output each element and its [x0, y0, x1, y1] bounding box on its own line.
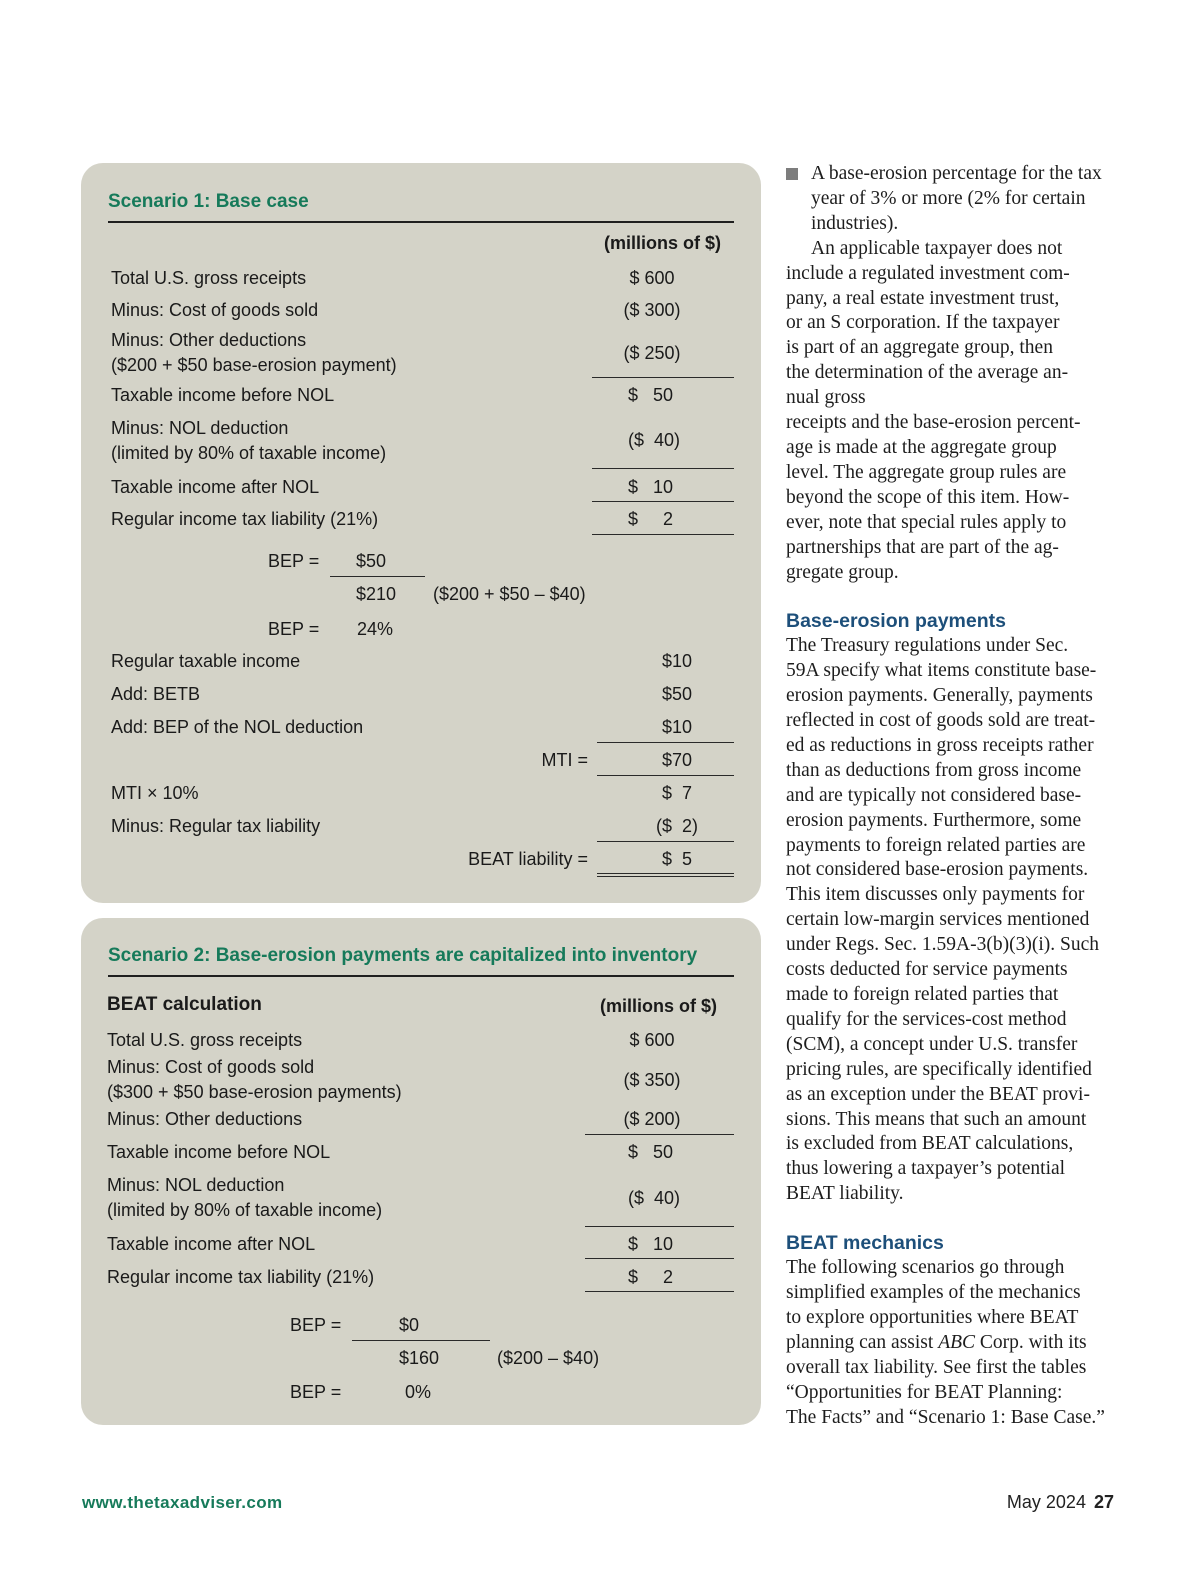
text-line: to explore opportunities where BEAT [786, 1306, 1079, 1328]
text-line: This item discusses only payments for [786, 884, 1085, 906]
sum-rule [597, 775, 734, 776]
text-line: the determination of the average an- [786, 362, 1069, 384]
row-label: Taxable income before NOL [111, 385, 335, 405]
text-line: pricing rules, are specifically identified [786, 1058, 1092, 1080]
text-segment: Corp. with its [975, 1331, 1087, 1353]
square-bullet-icon [786, 168, 798, 180]
text-line: as an exception under the BEAT provi- [786, 1083, 1090, 1105]
paragraph-3 [786, 1256, 1108, 1430]
text-segment: planning can assist [786, 1331, 939, 1353]
text-line: level. The aggregate group rules are [786, 461, 1067, 483]
bep-note: ($200 – $40) [497, 1348, 600, 1368]
text-line: qualify for the services-cost method [786, 1008, 1067, 1030]
row-value: ($ 40) [628, 430, 681, 450]
sum-rule [592, 468, 734, 469]
row-value: $ 2 [628, 509, 674, 529]
fraction-bar [352, 1340, 490, 1341]
text-line: ed as reductions in gross receipts rather [786, 734, 1094, 756]
sum-rule [592, 501, 734, 502]
bep-note: ($200 + $50 – $40) [433, 584, 586, 604]
text-line: The Treasury regulations under Sec. [786, 635, 1069, 657]
row-label: Total U.S. gross receipts [107, 1030, 303, 1050]
text-line: than as deductions from gross income [786, 759, 1082, 781]
row-value: $ 50 [628, 1142, 674, 1162]
text-line: made to foreign related parties that [786, 984, 1059, 1005]
text-line: simplified examples of the mechanics [786, 1281, 1081, 1303]
text-line: is excluded from BEAT calculations, [786, 1133, 1074, 1155]
text-line: costs deducted for service payments [786, 959, 1068, 981]
text-line: erosion payments. Generally, payments [786, 685, 1093, 707]
row-label: Taxable income after NOL [107, 1234, 316, 1254]
text-line: An applicable taxpayer does not [811, 237, 1063, 259]
section-heading-base-erosion-payments: Base-erosion payments [786, 610, 1006, 633]
row-value: $ 600 [629, 268, 675, 288]
row-value: $ 600 [629, 1030, 675, 1050]
minus-regular-value: ($ 2) [655, 816, 698, 836]
units-label: (millions of $) [604, 233, 721, 253]
mti-label: MTI = [541, 750, 588, 770]
text-line: ever, note that special rules apply to [786, 511, 1067, 533]
row-label: Total U.S. gross receipts [111, 268, 307, 288]
minus-regular-label: Minus: Regular tax liability [111, 816, 321, 836]
text-line: thus lowering a taxpayer’s potential [786, 1158, 1066, 1180]
scenario-2-title: Scenario 2: Base-erosion payments are capitalized into inventory [108, 945, 698, 966]
footer-date-block [1007, 1492, 1114, 1513]
mti-row-label: Add: BETB [111, 684, 201, 704]
sum-rule [585, 1226, 734, 1227]
row-label: Minus: Cost of goods sold [107, 1057, 315, 1077]
sum-rule [597, 742, 734, 743]
text-line: sions. This means that such an amount [786, 1108, 1087, 1130]
beat-calculation-heading: BEAT calculation [107, 994, 262, 1015]
text-line: include a regulated investment com- [786, 262, 1070, 284]
row-label: Taxable income before NOL [107, 1142, 331, 1162]
bep-numerator: $0 [399, 1315, 420, 1335]
row-label: Minus: NOL deduction [107, 1175, 285, 1195]
divider [108, 221, 734, 223]
text-line: not considered base-erosion payments. [786, 859, 1089, 881]
beat-liability-label: BEAT liability = [468, 849, 588, 869]
bep-denominator: $160 [399, 1348, 440, 1368]
row-value: $ 50 [628, 385, 674, 405]
mti-row-value: $10 [661, 717, 693, 737]
row-value: ($ 350) [623, 1070, 681, 1090]
row-label-sub: (limited by 80% of taxable income) [111, 443, 387, 463]
row-label-sub: (limited by 80% of taxable income) [107, 1200, 383, 1220]
mti-row-value: $10 [661, 651, 693, 671]
text-line: BEAT liability. [786, 1183, 904, 1205]
row-value: $ 10 [628, 477, 674, 497]
text-line: or an S corporation. If the taxpayer [786, 312, 1060, 334]
footer-url: www.thetaxadviser.com [82, 1493, 283, 1512]
text-line: certain low-margin services mentioned [786, 909, 1090, 931]
text-line: (SCM), a concept under U.S. transfer [786, 1033, 1078, 1055]
sum-rule [597, 873, 734, 874]
sum-rule [585, 1258, 734, 1259]
text-line: The Facts” and “Scenario 1: Base Case.” [786, 1406, 1105, 1428]
row-value: ($ 40) [628, 1188, 681, 1208]
text-line: nual gross [786, 387, 866, 409]
row-label: Regular income tax liability (21%) [111, 509, 379, 529]
text-line: “Opportunities for BEAT Planning: [786, 1381, 1063, 1403]
text-line: The following scenarios go through [786, 1257, 1065, 1279]
bep-label: BEP = [268, 551, 320, 571]
mti-row-label: Regular taxable income [111, 651, 301, 671]
text-line: receipts and the base-erosion percent- [786, 412, 1081, 434]
footer-date: May 2024 [1006, 1492, 1086, 1512]
units-label: (millions of $) [600, 996, 717, 1016]
row-label: Regular income tax liability (21%) [107, 1267, 375, 1287]
text-line: partnerships that are part of the ag- [786, 536, 1059, 558]
text-line: erosion payments. Furthermore, some [786, 809, 1082, 831]
row-value: $ 2 [628, 1267, 674, 1287]
row-label: Taxable income after NOL [111, 477, 320, 497]
beat-liability-value: $ 5 [661, 849, 693, 869]
mti-10-value: $ 7 [661, 783, 693, 803]
row-label-sub: ($200 + $50 base-erosion payment) [111, 355, 397, 375]
sum-rule [585, 1134, 734, 1135]
bullet-text: A base-erosion percentage for the tax year of 3% or more (2% for certain industries). [811, 163, 1102, 234]
sum-rule [597, 841, 734, 842]
page-number: 27 [1093, 1492, 1114, 1512]
bep-denominator: $210 [356, 584, 397, 604]
text-line: overall tax liability. See first the tables [786, 1356, 1087, 1378]
row-label: Minus: NOL deduction [111, 418, 289, 438]
text-line: gregate group. [786, 561, 899, 583]
row-value: ($ 300) [623, 300, 681, 320]
sum-rule [592, 377, 734, 378]
row-label: Minus: Other deductions [111, 330, 307, 350]
company-name: ABC [938, 1331, 976, 1353]
scenario-1-title: Scenario 1: Base case [108, 191, 309, 212]
sum-rule [597, 876, 734, 877]
section-heading-beat-mechanics: BEAT mechanics [786, 1232, 944, 1255]
text-line: 59A specify what items constitute base- [786, 660, 1097, 682]
row-label: Minus: Cost of goods sold [111, 300, 319, 320]
bep-result: 24% [357, 619, 394, 639]
mti-row-label: Add: BEP of the NOL deduction [111, 717, 364, 737]
mti-row-value: $50 [661, 684, 693, 704]
bullet-item [786, 162, 1108, 237]
divider [108, 975, 734, 977]
fraction-bar [330, 576, 425, 577]
article-column [786, 162, 1108, 1430]
row-label: Minus: Other deductions [107, 1109, 303, 1129]
mti-value: $70 [661, 750, 693, 770]
text-line: pany, a real estate investment trust, [786, 287, 1060, 309]
row-label-sub: ($300 + $50 base-erosion payments) [107, 1082, 402, 1102]
text-line: and are typically not considered base- [786, 784, 1082, 806]
text-line: payments to foreign related parties are [786, 834, 1086, 856]
sum-rule [585, 1291, 734, 1292]
bep-result-label: BEP = [290, 1382, 342, 1402]
bep-result-label: BEP = [268, 619, 320, 639]
text-line [786, 1331, 1108, 1356]
paragraph-1 [786, 237, 1108, 586]
text-line: under Regs. Sec. 1.59A-3(b)(3)(i). Such [786, 934, 1100, 956]
row-value: $ 10 [628, 1234, 674, 1254]
text-line: beyond the scope of this item. How- [786, 486, 1070, 508]
bep-label: BEP = [290, 1315, 342, 1335]
paragraph-2 [786, 634, 1108, 1207]
text-line: age is made at the aggregate group [786, 436, 1057, 458]
row-value: ($ 200) [623, 1109, 681, 1129]
text-line: is part of an aggregate group, then [786, 337, 1053, 359]
bep-numerator: $50 [356, 551, 387, 571]
mti-10-label: MTI × 10% [111, 783, 199, 803]
bep-result: 0% [405, 1382, 432, 1402]
sum-rule [592, 534, 734, 535]
row-value: ($ 250) [623, 343, 681, 363]
text-line: reflected in cost of goods sold are treat- [786, 710, 1096, 732]
